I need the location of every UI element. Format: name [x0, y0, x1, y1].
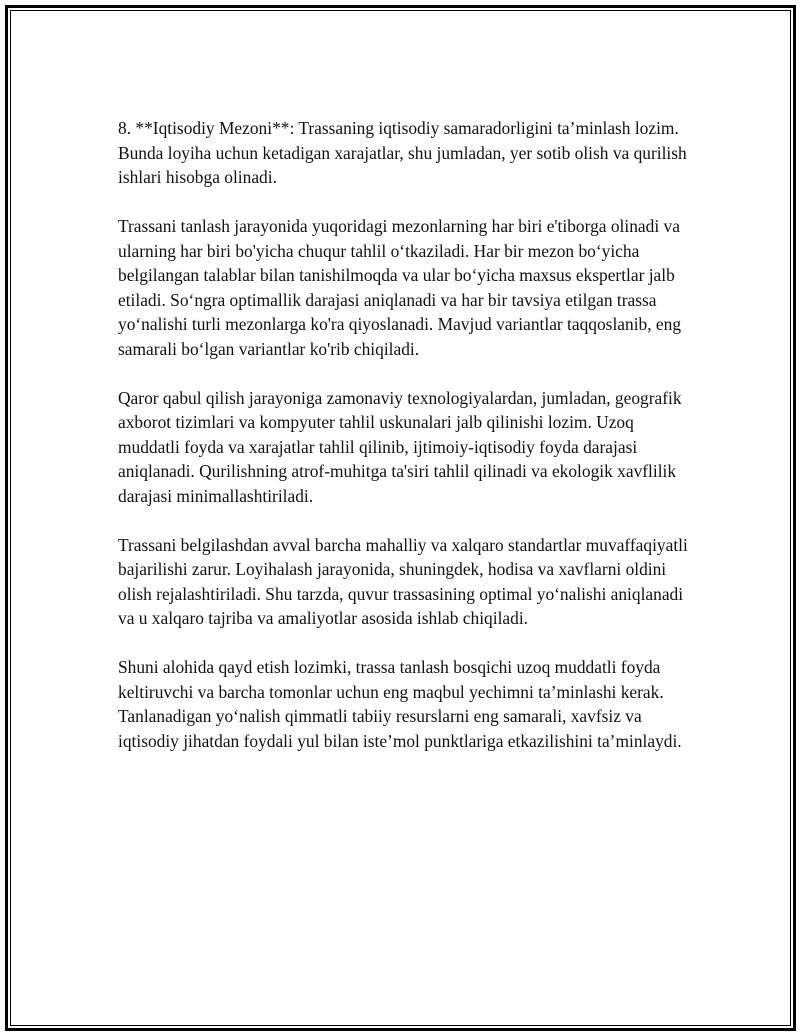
paragraph-economic-criterion: 8. **Iqtisodiy Mezoni**: Trassaning iqtisodiy samaradorligini ta’minlash lozim. Bunda loyiha uchun ketadigan xarajatlar, shu jumladan, yer sotib olish va qurilish ishlari hisobga olinadi.: [118, 118, 687, 187]
paragraph-standards: Trassani belgilashdan avval barcha mahalliy va xalqaro standartlar muvaffaqiyatli bajarilishi zarur. Loyihalash jarayonida, shuningdek, hodisa va xavflarni oldini olish rejalashtiriladi. Shu tarzda, quvur trassasining optimal yo‘nalishi aniqlanadi va u xalqaro tajriba va amaliyotlar asosida ishlab chiqiladi.: [118, 534, 688, 628]
document-body: [118, 116, 690, 778]
paragraph-route-selection: Trassani tanlash jarayonida yuqoridagi mezonlarning har biri e'tiborga olinadi va ularning har biri bo'yicha chuqur tahlil o‘tkaziladi. Har bir mezon bo‘yicha belgilangan talablar bilan tanishilmoqda va ular bo‘yicha maxsus ekspertlar jalb etiladi. So‘ngra optimallik darajasi aniqlanadi va har bir tavsiya etilgan trassa yo‘nalishi turli mezonlarga ko'ra qiyoslanadi. Mavjud variantlar taqqoslanib, eng samarali bo‘lgan variantlar ko'rib chiqiladi.: [118, 216, 682, 359]
paragraph-decision-making: Qaror qabul qilish jarayoniga zamonaviy texnologiyalardan, jumladan, geografik axborot tizimlari va kompyuter tahlil uskunalari jalb qilinishi lozim. Uzoq muddatli foyda va xarajatlar tahlil qilinib, ijtimoiy-iqtisodiy foyda darajasi aniqlanadi. Qurilishning atrof-muhitga ta'siri tahlil qilinadi va ekologik xavflilik darajasi minimallashtiriladi.: [118, 387, 682, 506]
paragraph-conclusion: Shuni alohida qayd etish lozimki, trassa tanlash bosqichi uzoq muddatli foyda keltiruvchi va barcha tomonlar uchun eng maqbul yechimni ta’minlashi kerak. Tanlanadigan yo‘nalish qimmatli tabiiy resurslarni eng samarali, xavfsiz va iqtisodiy jihatdan foydali yul bilan iste’mol punktlariga etkazilishini ta’minlaydi.: [118, 657, 682, 751]
